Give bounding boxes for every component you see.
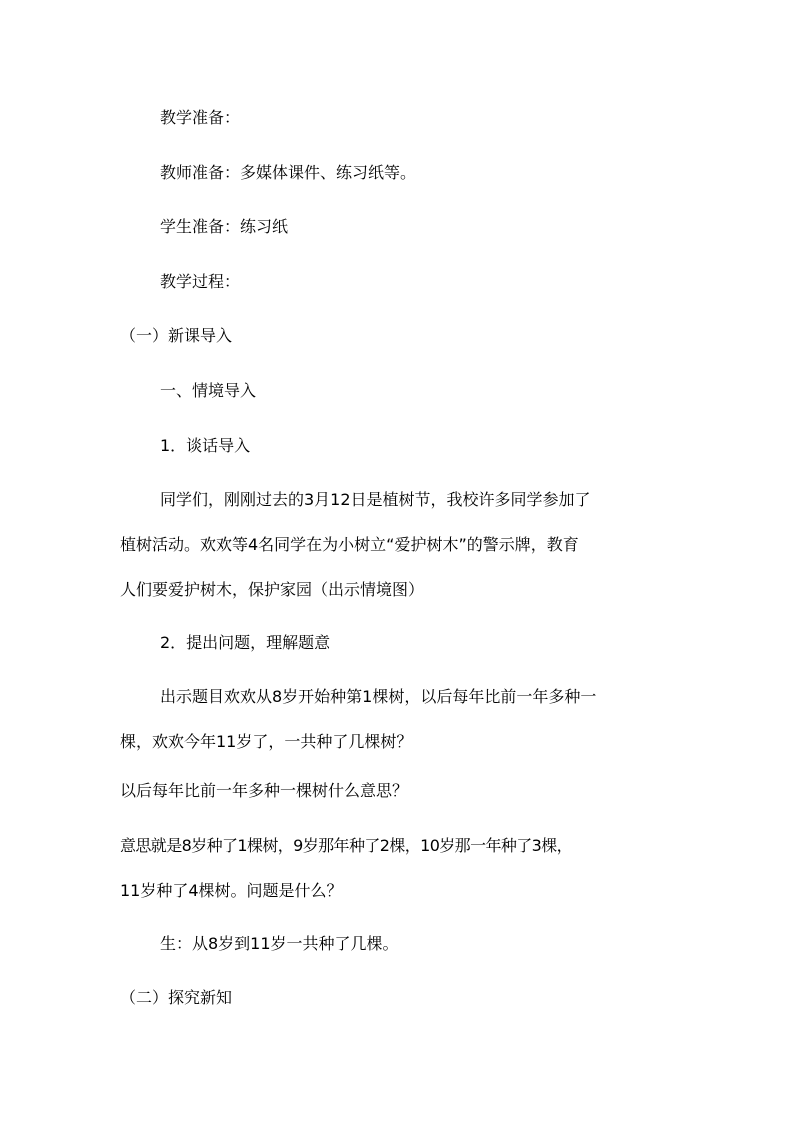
paragraph-line: 人们要爱护树木，保护家园（出示情境图） <box>120 580 425 599</box>
heading-teaching-process: 教学过程： <box>160 272 241 291</box>
item-heading-conversation: 1．谈话导入 <box>160 436 251 455</box>
teacher-preparation-line: 教师准备：多媒体课件、练习纸等。 <box>160 163 417 182</box>
paragraph-line: 棵，欢欢今年11岁了，一共种了几棵树？ <box>120 732 413 751</box>
section-heading-explore: （二）探究新知 <box>120 988 233 1007</box>
student-preparation-line: 学生准备：练习纸 <box>160 217 289 236</box>
question-line: 以后每年比前一年多种一棵树什么意思？ <box>120 781 409 800</box>
subsection-heading-scenario: 一、情境导入 <box>160 381 257 400</box>
student-answer-line: 生：从8岁到11岁一共种了几棵。 <box>160 934 399 953</box>
heading-teaching-preparation: 教学准备： <box>160 108 241 127</box>
paragraph-line: 11岁种了4棵树。问题是什么？ <box>120 881 343 900</box>
paragraph-line: 同学们，刚刚过去的3月12日是植树节，我校许多同学参加了 <box>160 490 591 509</box>
paragraph-line: 出示题目欢欢从8岁开始种第1棵树，以后每年比前一年多种一 <box>160 687 597 706</box>
paragraph-line: 意思就是8岁种了1棵树，9岁那年种了2棵，10岁那一年种了3棵， <box>120 836 573 855</box>
paragraph-line: 植树活动。欢欢等4名同学在为小树立“爱护树木”的警示牌，教育 <box>120 535 579 554</box>
section-heading-new-lesson: （一）新课导入 <box>120 326 233 345</box>
item-heading-problem: 2．提出问题，理解题意 <box>160 633 331 652</box>
